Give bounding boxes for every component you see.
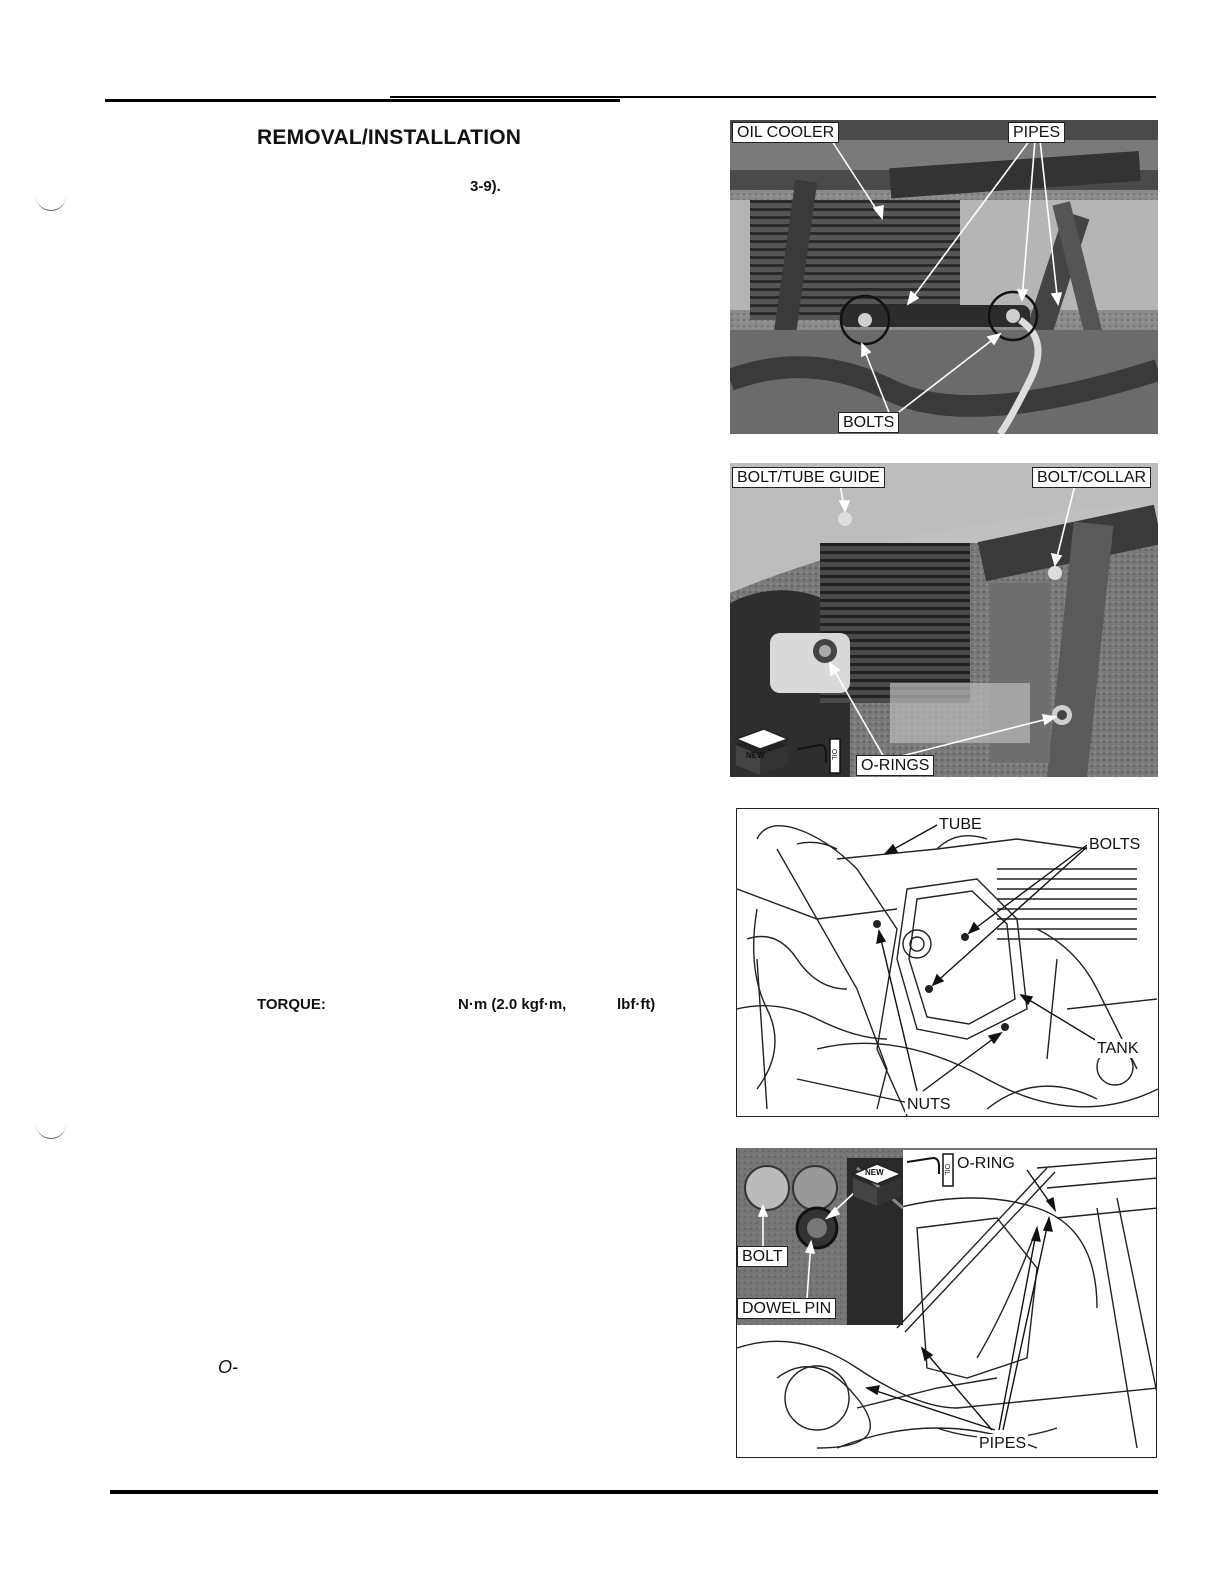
- oil-tag-label-2: OIL: [943, 1163, 951, 1176]
- label-pipes: PIPES: [1008, 122, 1065, 143]
- margin-mark-bottom: [36, 1124, 66, 1139]
- label-bolt: BOLT: [737, 1246, 788, 1267]
- label-tube: TUBE: [939, 816, 982, 833]
- label-bolt-collar: BOLT/COLLAR: [1032, 467, 1151, 488]
- figure-oil-cooler: [730, 120, 1158, 434]
- torque-unit: lbf·ft): [617, 996, 656, 1013]
- label-dowel-pin: DOWEL PIN: [737, 1298, 836, 1319]
- label-tank: TANK: [1097, 1040, 1139, 1057]
- new-badge-label-2: NEW: [865, 1168, 884, 1177]
- label-o-rings: O-RINGS: [856, 755, 934, 776]
- header-rule-right: [390, 96, 1156, 98]
- torque-label: TORQUE:: [257, 996, 326, 1013]
- footer-rule: [110, 1490, 1158, 1494]
- page-reference: 3-9).: [470, 178, 501, 195]
- figure-tank-drawing: [736, 808, 1159, 1117]
- header-rule-left: [105, 99, 620, 102]
- label-bolts-drawing: BOLTS: [1089, 836, 1141, 853]
- figure-o-rings: [730, 463, 1158, 777]
- label-nuts: NUTS: [907, 1096, 951, 1113]
- section-heading: REMOVAL/INSTALLATION: [257, 126, 522, 149]
- new-badge-label: NEW: [746, 751, 765, 760]
- label-bolts: BOLTS: [838, 412, 899, 433]
- oring-fragment: O-: [218, 1357, 238, 1377]
- figure-pipes-drawing: [736, 1148, 1157, 1458]
- oil-tag-label: OIL: [830, 748, 838, 761]
- label-o-ring: O-RING: [957, 1155, 1015, 1172]
- label-bolt-tube-guide: BOLT/TUBE GUIDE: [732, 467, 885, 488]
- torque-value: N·m (2.0 kgf·m,: [458, 996, 567, 1013]
- label-oil-cooler: OIL COOLER: [732, 122, 839, 143]
- label-pipes-drawing: PIPES: [979, 1435, 1027, 1452]
- margin-mark-top: [36, 196, 66, 211]
